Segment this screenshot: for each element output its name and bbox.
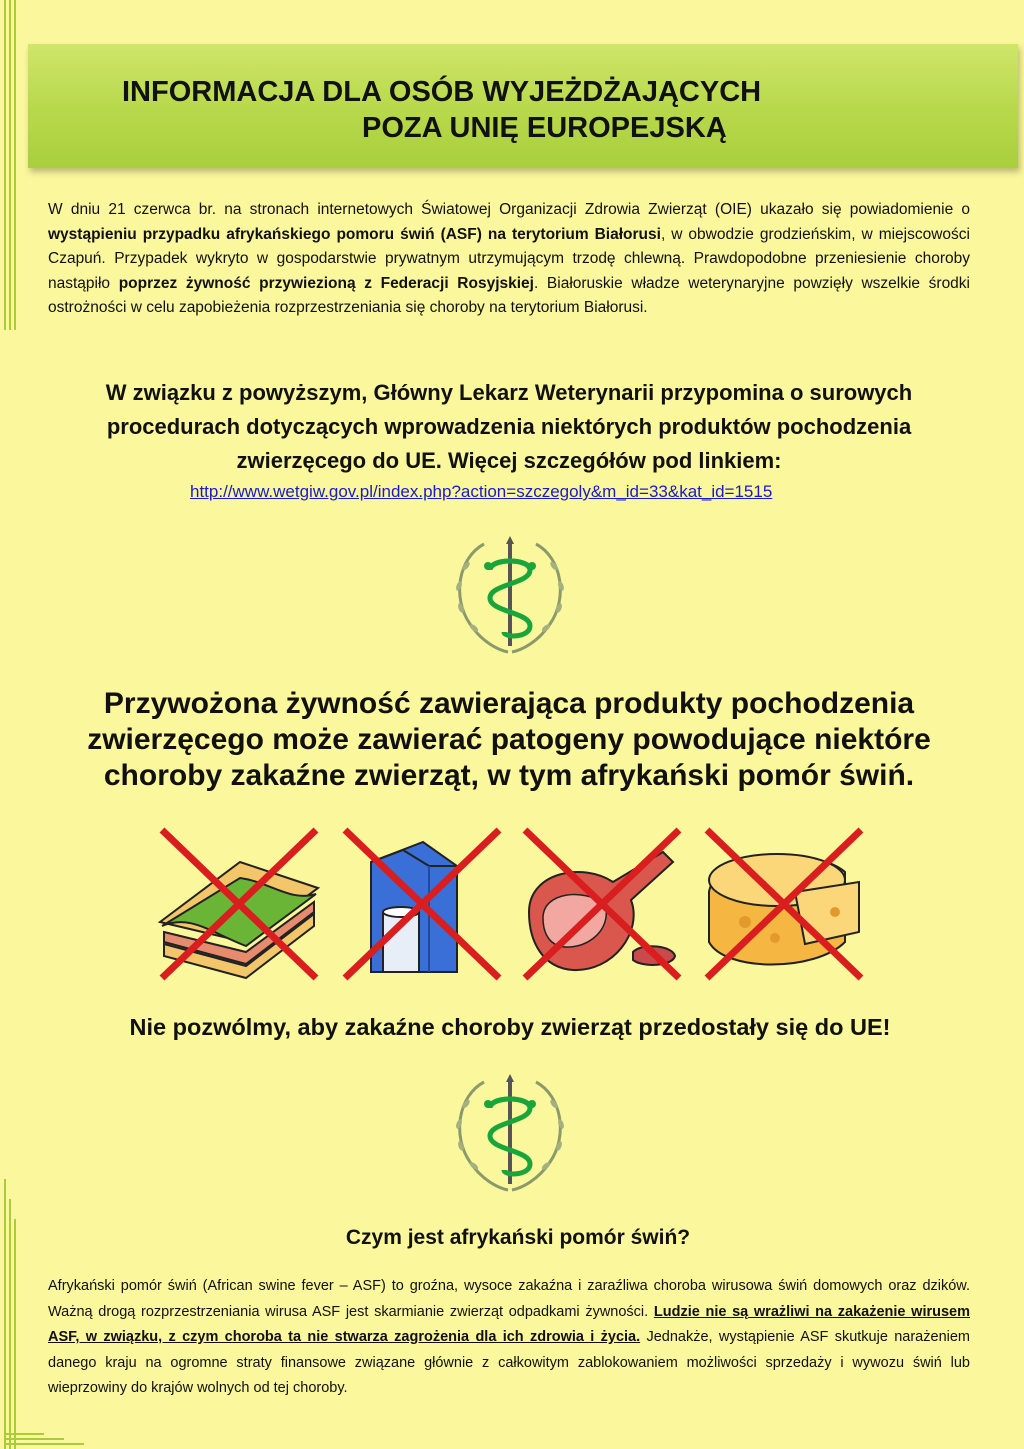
reminder-text: W związku z powyższym, Główny Lekarz Weterynarii przypomina o surowych procedurach dotyczących wprowadzenia niektórych produktów pochodzenia zwierzęcego do UE. Więcej szczegółów pod linkiem: (105, 380, 913, 473)
veterinary-logo-icon (444, 536, 576, 658)
intro-paragraph: W dniu 21 czerwca br. na stronach internetowych Światowej Organizacji Zdrowia Zwierząt (OIE) ukazało się powiadomienie o wystąpieniu przypadku afrykańskiego pomoru świń (ASF) na terytorium Białorusi, w obwodzie grodzieńskim, w miejscowości Czapuń. Przypadek wykryto w gospodarstwie prywatnym utrzymującym trzodę chlewną. Prawdopodobne przeniesienie choroby nastąpiło poprzez żywność przywiezioną z Federacji Rosyjskiej. Białoruskie władze weterynaryjne powzięły wszelkie środki ostrożności w celu zapobieżenia rozprzestrzeniania się choroby na terytorium Białorusi. (48, 201, 970, 316)
asf-description: Afrykański pomór świń (African swine fever – ASF) to groźna, wysoce zakaźna i zaraźliwa choroba wirusowa świń domowych oraz dzików. Ważną drogą rozprzestrzeniania wirusa ASF jest skarmianie zwierząt odpadkami żywności. Ludzie nie są wrażliwi na zakażenie wirusem ASF, w związku, z czym choroba ta nie stwarza zagrożenia dla ich zdrowia i życia. Jednakże, wystąpienie ASF skutkuje narażeniem danego kraju na ogromne straty finansowe związane głównie z całkowitym zablokowaniem możliwości sprzedaży i wywozu świń lub wieprzowiny do krajów wolnych od tej choroby. (48, 1278, 970, 1396)
page-title (122, 74, 942, 146)
slogan-text: Nie pozwólmy, aby zakaźne choroby zwierząt przedostały się do UE! (129, 1014, 891, 1040)
humans-safe-highlight: Ludzie nie są wrażliwi na zakażenie wirusem ASF, w związku, z czym choroba ta nie stwarza zagrożenia dla ich zdrowia i życia. (48, 1303, 970, 1345)
procedures-link[interactable]: http://www.wetgiw.gov.pl/index.php?action=szczegoly&m_id=33&kat_id=1515 (190, 482, 773, 501)
title-banner (28, 44, 1018, 168)
cheese-icon (695, 822, 870, 984)
title-line-2: POZA UNIĘ EUROPEJSKĄ (362, 112, 727, 144)
left-decor-lines (4, 0, 22, 330)
veterinary-logo-icon (444, 1074, 576, 1196)
intro-highlight-belarus: wystąpieniu przypadku afrykańskiego pomoru świń (ASF) na terytorium Białorusi (48, 225, 661, 243)
asf-question-heading: Czym jest afrykański pomór świń? (345, 1226, 691, 1249)
warning-text: Przywożona żywność zawierająca produkty pochodzenia zwierzęcego może zawierać patogeny powodujące niektóre choroby zakaźne zwierząt, w tym afrykański pomór świń. (87, 687, 931, 792)
ham-icon (513, 822, 688, 984)
intro-highlight-russia: poprzez żywność przywiezioną z Federacji Rosyjskiej (118, 274, 534, 292)
title-line-1: INFORMACJA DLA OSÓB WYJEŻDŻAJĄCYCH (122, 76, 762, 108)
milk-icon (333, 822, 508, 984)
sandwich-icon (150, 822, 325, 984)
